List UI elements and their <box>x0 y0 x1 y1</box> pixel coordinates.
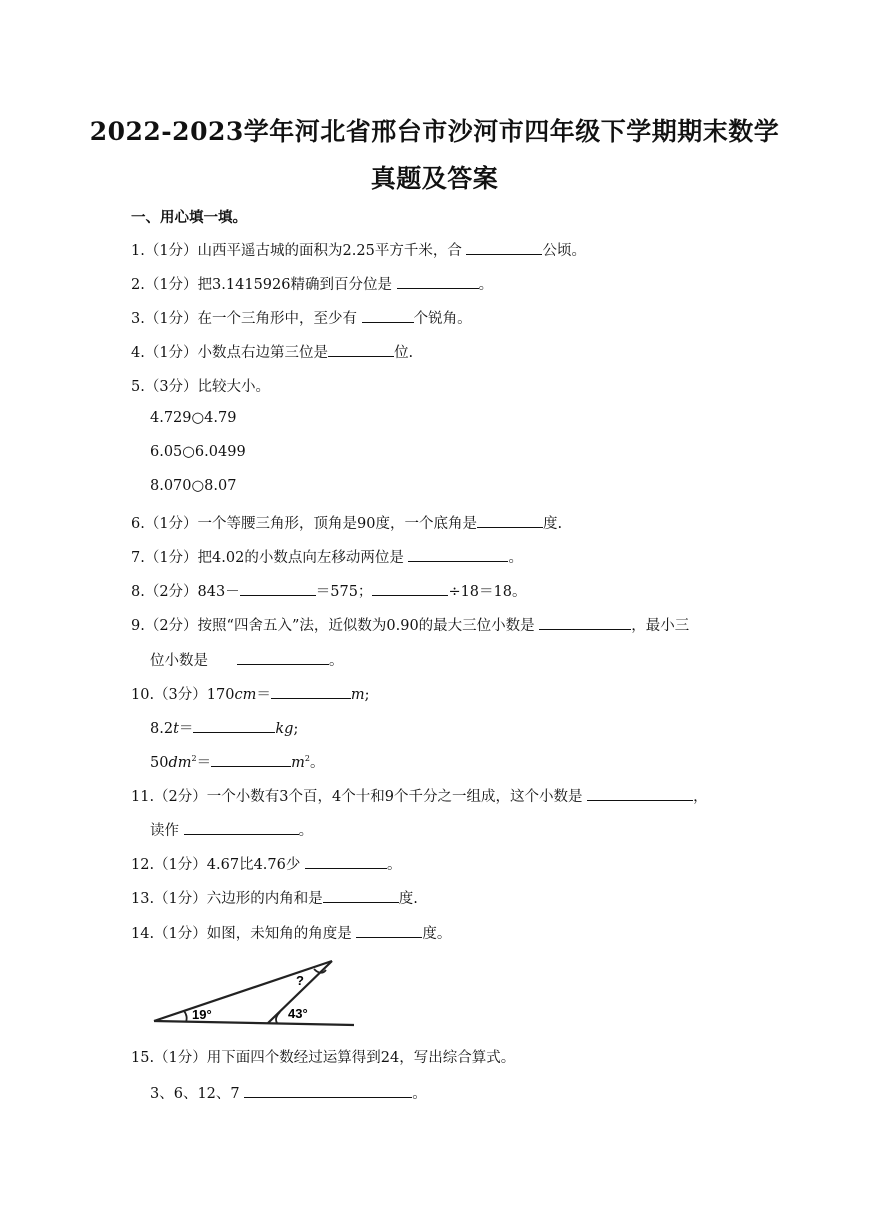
question-10-line2 <box>150 717 298 738</box>
question-11-line2 <box>150 819 313 840</box>
question-5-item-2: 6.05○6.0499 <box>150 444 246 460</box>
unit-label: m <box>291 755 305 771</box>
question-text: 度。 <box>422 926 452 942</box>
angle-label-43: 43° <box>288 1006 308 1021</box>
question-text: 14.（1分）如图，未知角的角度是 <box>131 926 357 942</box>
answer-blank <box>356 923 422 938</box>
question-text: 度. <box>543 516 563 532</box>
question-5: 5.（3分）比较大小。 <box>131 379 271 395</box>
question-text: 8.2 <box>150 721 174 737</box>
answer-blank <box>271 684 351 699</box>
question-text: 3、6、12、7 <box>150 1086 245 1102</box>
angle-label-unknown: ? <box>296 973 304 988</box>
question-text: 度. <box>398 891 418 907</box>
question-text: 12.（1分）4.67比4.76少 <box>131 857 305 873</box>
separator: ; <box>293 721 299 737</box>
question-9-line2 <box>150 649 344 670</box>
section-heading: 一、用心填一填。 <box>131 209 247 226</box>
question-9 <box>131 614 689 635</box>
document-title-line1: 2022-2023学年河北省邢台市沙河市四年级下学期期末数学 <box>89 117 780 146</box>
answer-blank <box>193 718 275 733</box>
base-line <box>154 1021 354 1025</box>
question-text: 13.（1分）六边形的内角和是 <box>131 891 323 907</box>
question-15-line2 <box>150 1082 427 1103</box>
equals-sign: ＝ <box>196 755 212 771</box>
question-text: 7.（1分）把4.02的小数点向左移动两位是 <box>131 550 409 566</box>
question-text: ÷18＝18。 <box>448 584 527 600</box>
question-7 <box>131 546 523 567</box>
question-text: 11.（2分）一个小数有3个百，4个十和9个千分之一组成，这个小数是 <box>131 789 588 805</box>
question-text: 1.（1分）山西平遥古城的面积为2.25平方千米，合 <box>131 243 467 259</box>
question-text: 。 <box>478 277 494 293</box>
question-text: 读作 <box>150 823 184 839</box>
angle-label-19: 19° <box>192 1007 212 1022</box>
answer-blank <box>184 820 299 835</box>
question-text: 位. <box>394 345 414 361</box>
question-5-item-3: 8.070○8.07 <box>150 478 237 494</box>
question-6 <box>131 512 562 533</box>
question-8 <box>131 580 527 601</box>
question-text: 50 <box>150 755 169 771</box>
question-text: 10.（3分）170 <box>131 687 235 703</box>
answer-blank <box>466 240 542 255</box>
question-text: ， <box>693 789 708 805</box>
answer-blank <box>328 342 394 357</box>
answer-blank <box>305 854 387 869</box>
question-15: 15.（1分）用下面四个数经过运算得到24，写出综合算式。 <box>131 1050 516 1066</box>
unit-label: kg <box>275 721 294 737</box>
question-text: 8.（2分）843－ <box>131 584 240 600</box>
answer-blank <box>323 888 399 903</box>
answer-blank <box>240 581 316 596</box>
answer-blank <box>362 308 414 323</box>
question-text: 6.（1分）一个等腰三角形，顶角是90度，一个底角是 <box>131 516 478 532</box>
question-10 <box>131 683 369 704</box>
unit-label: t <box>173 721 179 737</box>
question-11 <box>131 785 708 806</box>
question-text: 9.（2分）按照“四舍五入”法，近似数为0.90的最大三位小数是 <box>131 618 540 634</box>
period: 。 <box>309 755 325 771</box>
equals-sign: ＝ <box>256 687 271 703</box>
question-13 <box>131 887 418 908</box>
question-text: 。 <box>508 550 523 566</box>
question-5-item-1: 4.729○4.79 <box>150 410 237 426</box>
question-text: 公顷。 <box>542 243 586 259</box>
unit-label: m <box>350 687 365 703</box>
unit-label: cm <box>234 687 257 703</box>
answer-blank <box>539 615 631 630</box>
separator: ; <box>364 687 370 703</box>
answer-blank <box>244 1083 412 1098</box>
question-text: 位小数是 <box>150 653 237 669</box>
answer-blank <box>237 650 329 665</box>
document-title-line2: 真题及答案 <box>370 164 499 193</box>
question-14 <box>131 922 451 943</box>
question-12 <box>131 853 401 874</box>
question-text: 。 <box>386 857 402 873</box>
triangle-figure <box>150 955 365 1030</box>
question-text: 3.（1分）在一个三角形中，至少有 <box>131 311 362 327</box>
superscript: 2 <box>191 754 197 764</box>
question-text: 。 <box>412 1086 427 1102</box>
answer-blank <box>211 752 291 767</box>
question-1 <box>131 239 586 260</box>
question-text: ，最小三 <box>631 618 690 634</box>
question-text: 。 <box>298 823 314 839</box>
equals-sign: ＝ <box>178 721 194 737</box>
superscript: 2 <box>304 754 310 764</box>
question-4 <box>131 341 413 362</box>
answer-blank <box>408 547 508 562</box>
question-10-line3 <box>150 751 324 772</box>
question-text: 个锐角。 <box>413 311 472 327</box>
question-3 <box>131 307 472 328</box>
question-2 <box>131 273 493 294</box>
question-text: 4.（1分）小数点右边第三位是 <box>131 345 329 361</box>
unit-label: dm <box>168 755 192 771</box>
angle-arc-19 <box>184 1011 187 1022</box>
answer-blank <box>397 274 479 289</box>
answer-blank <box>372 581 448 596</box>
question-text: 2.（1分）把3.1415926精确到百分位是 <box>131 277 397 293</box>
answer-blank <box>587 786 693 801</box>
question-text: 。 <box>329 653 344 669</box>
answer-blank <box>477 513 543 528</box>
question-text: ＝575； <box>315 584 373 600</box>
